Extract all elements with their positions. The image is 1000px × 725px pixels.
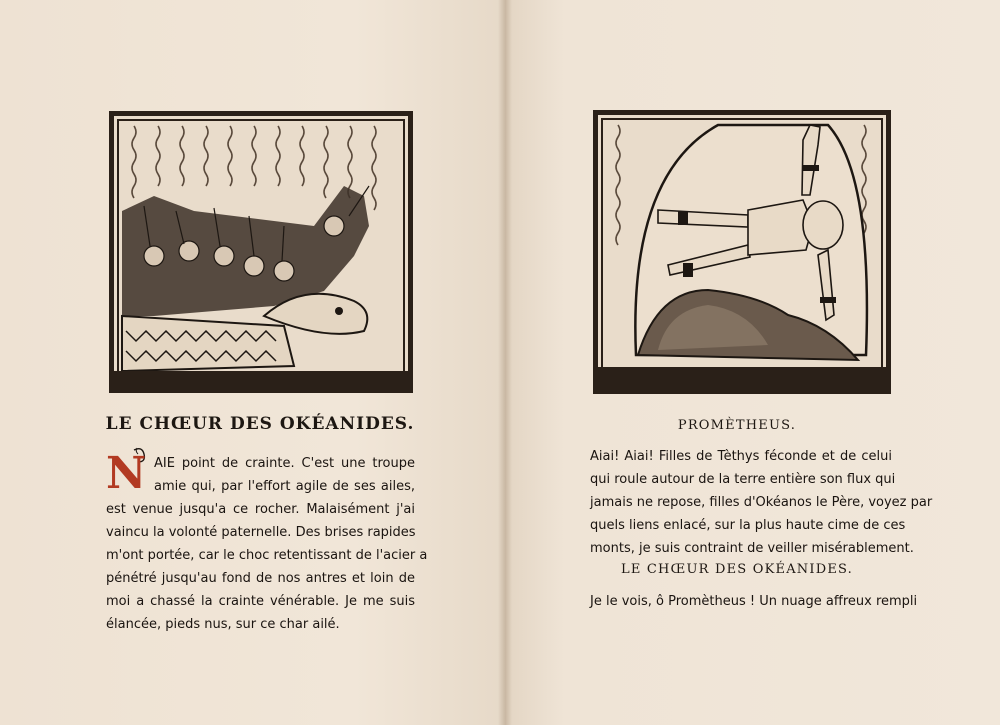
text-line: Aiai! Aiai! Filles de Tèthys féconde et de celui [590,449,892,464]
right-body-text-2 [590,590,918,613]
text-line: élancée, pieds nus, sur ce char ailé. [106,617,340,632]
dropcap-letter: N [106,448,147,496]
oceanids-illustration [109,111,413,393]
text-line: qui roule autour de la terre entière son flux qui [590,472,896,487]
text-line: Je le vois, ô Promètheus ! Un nuage affreux rempli [590,594,918,609]
text-line: m'ont portée, car le choc retentissant de l'acier a [106,548,428,563]
prometheus-illustration [593,110,891,394]
text-line: moi a chassé la crainte vénérable. Je me suis [106,594,415,609]
right-body-text [590,445,933,560]
text-line: jamais ne repose, filles d'Okéanos le Père, voyez par [590,495,933,510]
text-line: monts, je suis contraint de veiller misérablement. [590,541,914,556]
text-line: est venue jusqu'a ce rocher. Malaisément j'ai [106,502,415,517]
right-heading-chorus: LE CHŒUR DES OKÉANIDES. [621,562,853,577]
text-line: pénétré jusqu'au fond de nos antres et loin de [106,571,415,586]
text-line: amie qui, par l'effort agile de ses ailes, [154,479,415,494]
text-line: AIE point de crainte. C'est une troupe [154,456,415,471]
right-heading: PROMÈTHEUS. [677,418,797,433]
text-line: quels liens enlacé, sur la plus haute cime de ces [590,518,906,533]
left-heading: LE CHŒUR DES OKÉANIDES. [105,414,415,434]
book-gutter [498,0,512,725]
left-body-text [106,452,428,636]
text-line: vaincu la volonté paternelle. Des brises rapides [106,525,416,540]
